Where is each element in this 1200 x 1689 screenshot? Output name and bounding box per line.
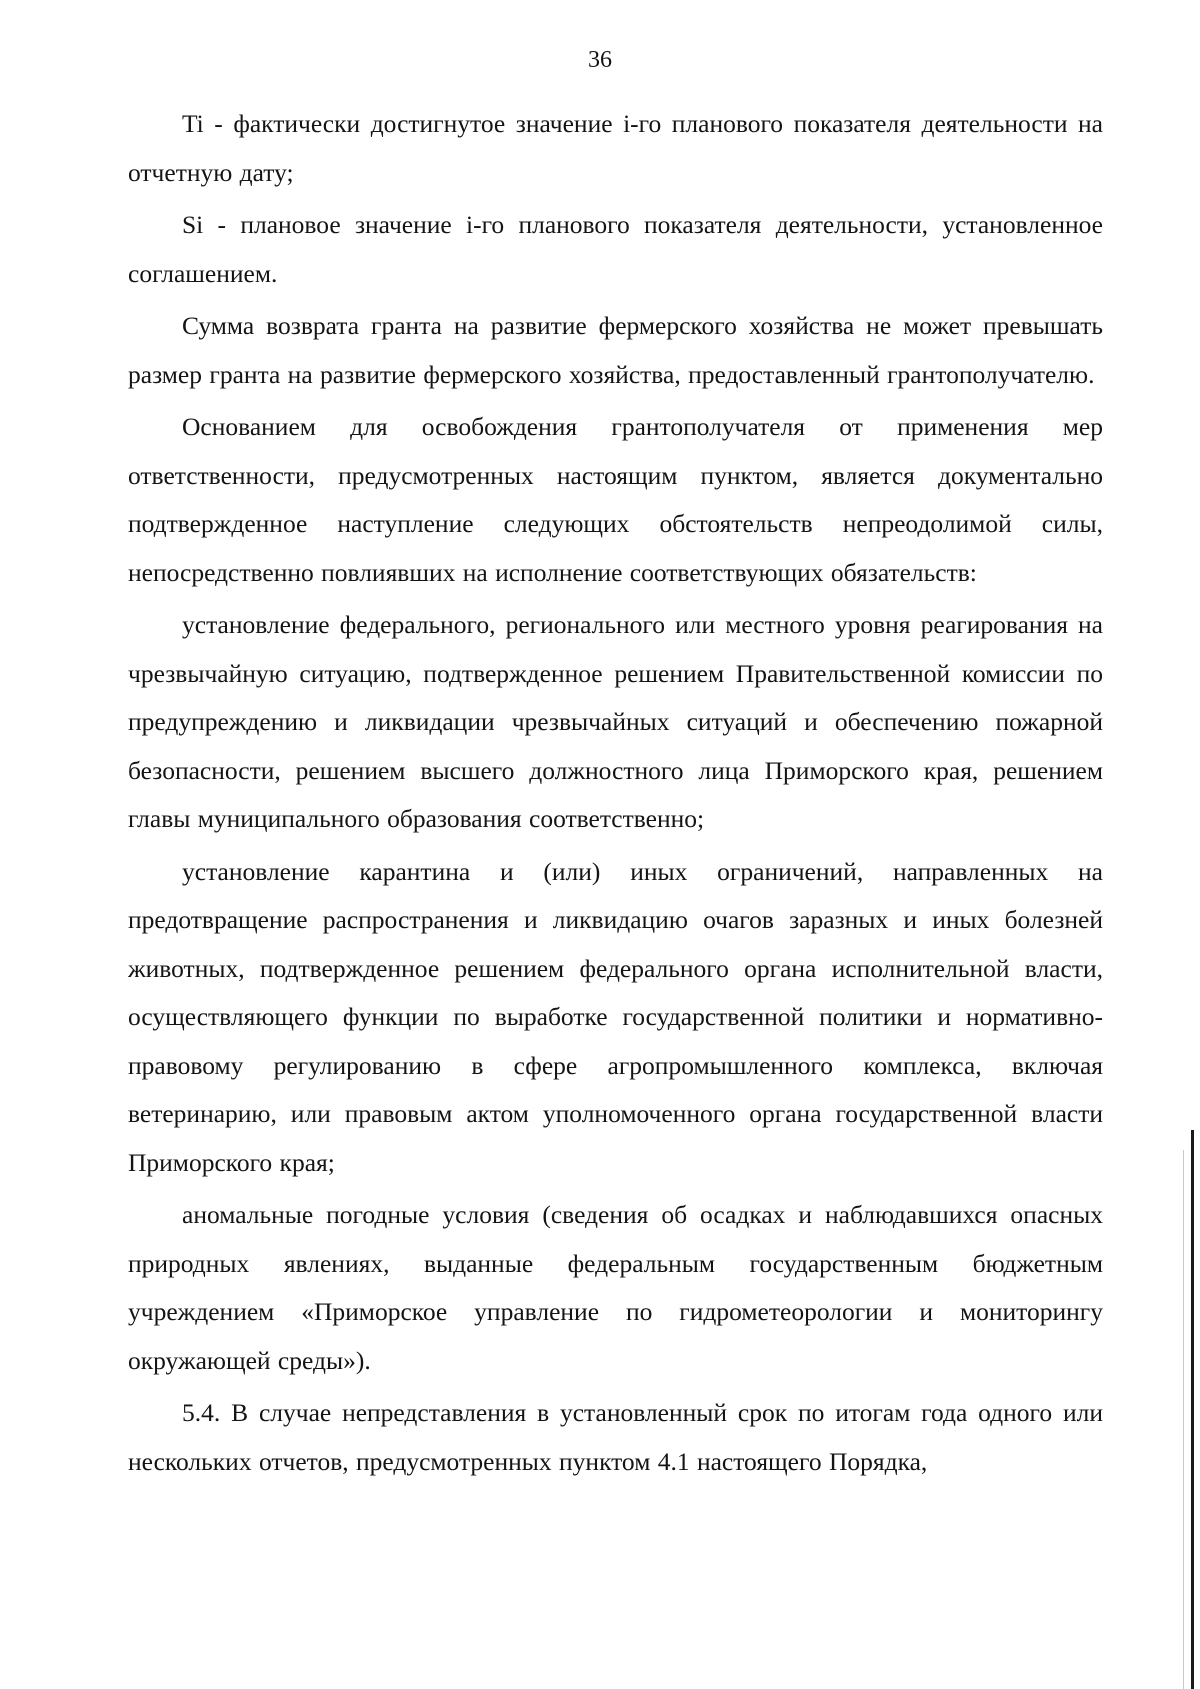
paragraph-grant-return-limit: Сумма возврата гранта на развитие фермерского хозяйства не может превышать размер гранта на развитие фермерского хозяйства, предоставленный грантополучателю. [128, 311, 1103, 389]
paragraph-emergency-response: установление федерального, регионального или местного уровня реагирования на чрезвычайную ситуацию, подтвержденное решением Правительственной комиссии по предупреждению и ликвидации чрезвычайных ситуаций и обеспечению пожарной безопасности, решением высшего должностного лица Приморского края, решением главы муниципального образования соответственно; [128, 610, 1103, 833]
paragraph-si-definition: Si - плановое значение i-го планового показателя деятельности, установленное соглашением. [128, 210, 1103, 288]
scan-edge-line [1191, 1130, 1194, 1689]
document-body [128, 100, 1103, 1490]
paragraph-ti-definition: Ti - фактически достигнутое значение i-го планового показателя деятельности на отчетную дату; [128, 109, 1103, 187]
paragraph-weather-conditions: аномальные погодные условия (сведения об осадках и наблюдавшихся опасных природных явлениях, выданные федеральным государственным бюджетным учреждением «Приморское управление по гидрометеорологии и мониторингу окружающей среды»). [128, 1200, 1103, 1375]
scan-edge-shadow [1183, 1150, 1184, 1689]
paragraph-force-majeure-basis: Основанием для освобождения грантополучателя от применения мер ответственности, предусмотренных настоящим пунктом, является документально подтвержденное наступление следующих обстоятельств непреодолимой силы, непосредственно повлиявших на исполнение соответствующих обязательств: [128, 412, 1103, 587]
paragraph-section-5-4: 5.4. В случае непредставления в установленный срок по итогам года одного или нескольких отчетов, предусмотренных пунктом 4.1 настоящего Порядка, [128, 1398, 1103, 1476]
page-number: 36 [588, 47, 612, 73]
paragraph-quarantine: установление карантина и (или) иных ограничений, направленных на предотвращение распространения и ликвидацию очагов заразных и иных болезней животных, подтвержденное решением федерального органа исполнительной власти, осуществляющего функции по выработке государственной политики и нормативно-правовому регулированию в сфере агропромышленного комплекса, включая ветеринарию, или правовым актом уполномоченного органа государственной власти Приморского края; [128, 856, 1103, 1177]
